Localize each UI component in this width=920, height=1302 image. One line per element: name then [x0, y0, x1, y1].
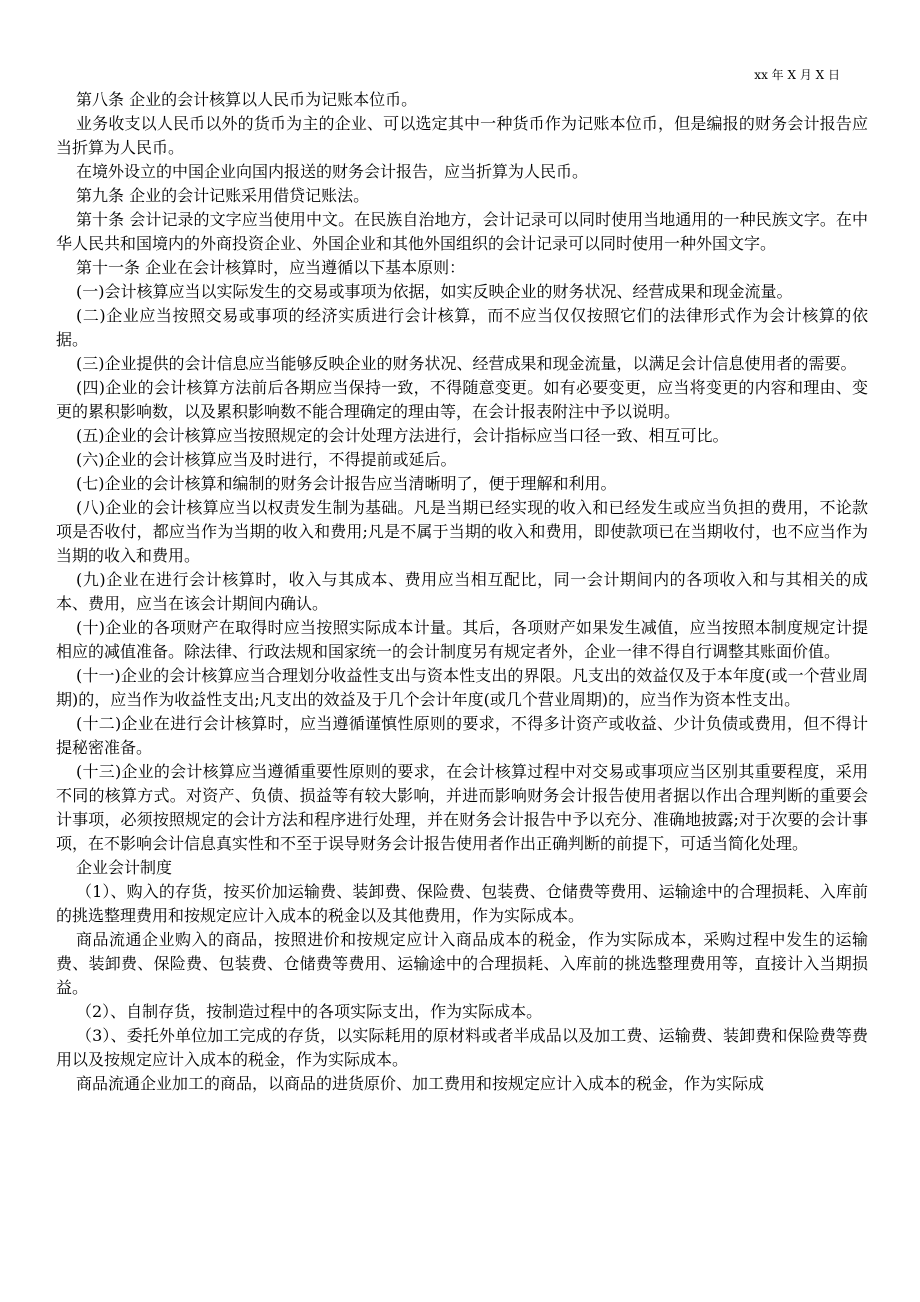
header-date: xx 年 X 月 X 日 — [754, 68, 840, 82]
paragraph: (四)企业的会计核算方法前后各期应当保持一致，不得随意变更。如有必要变更，应当将变更的内容和理由、变更的累积影响数，以及累积影响数不能合理确定的理由等，在会计报表附注中予以说明。 — [56, 378, 868, 421]
paragraph: (九)企业在进行会计核算时，收入与其成本、费用应当相互配比，同一会计期间内的各项收入和与其相关的成本、费用，应当在该会计期间内确认。 — [56, 570, 868, 613]
paragraph: (一)会计核算应当以实际发生的交易或事项为依据，如实反映企业的财务状况、经营成果和现金流量。 — [76, 282, 793, 301]
paragraph: 第十条 会计记录的文字应当使用中文。在民族自治地方，会计记录可以同时使用当地通用的一种民族文字。在中华人民共和国境内的外商投资企业、外国企业和其他外国组织的会计记录可以同时使用一种外国文字。 — [56, 210, 868, 253]
paragraph: （1）、购入的存货，按买价加运输费、装卸费、保险费、包装费、仓储费等费用、运输途中的合理损耗、入库前的挑选整理费用和按规定应计入成本的税金以及其他费用，作为实际成本。 — [56, 882, 868, 925]
paragraph: (十一)企业的会计核算应当合理划分收益性支出与资本性支出的界限。凡支出的效益仅及于本年度(或一个营业周期)的，应当作为收益性支出;凡支出的效益及于几个会计年度(或几个营业周期)的，应当作为资本性支出。 — [56, 666, 868, 709]
paragraph: 第十一条 企业在会计核算时，应当遵循以下基本原则： — [76, 258, 466, 277]
paragraph: （2）、自制存货，按制造过程中的各项实际支出，作为实际成本。 — [76, 1002, 543, 1021]
paragraph: 第九条 企业的会计记账采用借贷记账法。 — [76, 186, 370, 205]
paragraph: 第八条 企业的会计核算以人民币为记账本位币。 — [76, 90, 418, 109]
paragraph: 商品流通企业加工的商品，以商品的进货原价、加工费用和按规定应计入成本的税金，作为实际成 — [76, 1074, 765, 1093]
paragraph: (七)企业的会计核算和编制的财务会计报告应当清晰明了，便于理解和利用。 — [76, 474, 617, 493]
paragraph: 商品流通企业购入的商品，按照进价和按规定应计入商品成本的税金，作为实际成本，采购过程中发生的运输费、装卸费、保险费、包装费、仓储费等费用、运输途中的合理损耗、入库前的挑选整理费用等，直接计入当期损益。 — [56, 930, 868, 997]
paragraph: (十二)企业在进行会计核算时，应当遵循谨慎性原则的要求，不得多计资产或收益、少计负债或费用，但不得计提秘密准备。 — [56, 714, 868, 757]
paragraph: (二)企业应当按照交易或事项的经济实质进行会计核算，而不应当仅仅按照它们的法律形式作为会计核算的依据。 — [56, 306, 868, 349]
paragraph: (八)企业的会计核算应当以权责发生制为基础。凡是当期已经实现的收入和已经发生或应当负担的费用，不论款项是否收付，都应当作为当期的收入和费用;凡是不属于当期的收入和费用，即使款项已在当期收付，也不应当作为当期的收入和费用。 — [56, 498, 868, 565]
paragraph: 业务收支以人民币以外的货币为主的企业、可以选定其中一种货币作为记账本位币，但是编报的财务会计报告应当折算为人民币。 — [56, 114, 868, 157]
paragraph: 在境外设立的中国企业向国内报送的财务会计报告，应当折算为人民币。 — [76, 162, 589, 181]
paragraph: (五)企业的会计核算应当按照规定的会计处理方法进行，会计指标应当口径一致、相互可比。 — [76, 426, 729, 445]
paragraph: (六)企业的会计核算应当及时进行，不得提前或延后。 — [76, 450, 457, 469]
paragraph: (十)企业的各项财产在取得时应当按照实际成本计量。其后，各项财产如果发生减值，应当按照本制度规定计提相应的减值准备。除法律、行政法规和国家统一的会计制度另有规定者外，企业一律不得自行调整其账面价值。 — [56, 618, 868, 661]
document-body — [56, 88, 868, 1096]
paragraph: (十三)企业的会计核算应当遵循重要性原则的要求，在会计核算过程中对交易或事项应当区别其重要程度，采用不同的核算方式。对资产、负债、损益等有较大影响，并进而影响财务会计报告使用者据以作出合理判断的重要会计事项，必须按照规定的会计方法和程序进行处理，并在财务会计报告中予以充分、准确地披露;对于次要的会计事项，在不影响会计信息真实性和不至于误导财务会计报告使用者作出正确判断的前提下，可适当简化处理。 — [56, 762, 868, 853]
section-heading: 企业会计制度 — [76, 858, 173, 877]
paragraph: (三)企业提供的会计信息应当能够反映企业的财务状况、经营成果和现金流量，以满足会计信息使用者的需要。 — [76, 354, 857, 373]
paragraph: （3）、委托外单位加工完成的存货，以实际耗用的原材料或者半成品以及加工费、运输费、装卸费和保险费等费用以及按规定应计入成本的税金，作为实际成本。 — [56, 1026, 868, 1069]
